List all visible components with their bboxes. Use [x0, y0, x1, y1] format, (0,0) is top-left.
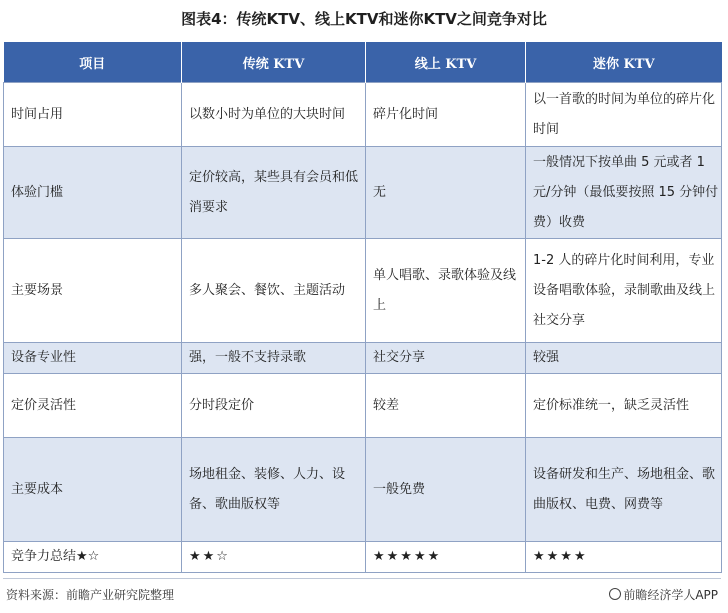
brand-credit: [609, 586, 718, 603]
row-traditional-stars: ★★☆: [182, 542, 366, 573]
row-item: 体验门槛: [4, 147, 182, 239]
column-header-mini: 迷你 KTV: [526, 42, 722, 83]
row-mini: 1-2 人的碎片化时间利用，专业设备唱歌体验，录制歌曲及线上社交分享: [526, 239, 722, 343]
page-title: 图表4：传统KTV、线上KTV和迷你KTV之间竞争对比: [181, 10, 547, 28]
column-header-online: 线上 KTV: [366, 42, 526, 83]
footer: [0, 583, 728, 607]
row-mini-stars: ★★★★: [526, 542, 722, 573]
row-traditional: 多人聚会、餐饮、主题活动: [182, 239, 366, 343]
row-online: 较差: [366, 374, 526, 438]
row-online: 一般免费: [366, 438, 526, 542]
table-row: [4, 147, 722, 239]
row-traditional: 强，一般不支持录歌: [182, 343, 366, 374]
row-online: 碎片化时间: [366, 83, 526, 147]
column-header-item: 项目: [4, 42, 182, 83]
row-item: 竞争力总结★☆: [4, 542, 182, 573]
table-row: [4, 343, 722, 374]
table-header-row: [4, 42, 722, 83]
row-item: 设备专业性: [4, 343, 182, 374]
brand-logo-icon: [609, 588, 621, 600]
row-traditional: 以数小时为单位的大块时间: [182, 83, 366, 147]
row-item: 时间占用: [4, 83, 182, 147]
row-mini: 设备研发和生产、场地租金、歌曲版权、电费、网费等: [526, 438, 722, 542]
row-online-stars: ★★★★★: [366, 542, 526, 573]
table-row: [4, 239, 722, 343]
row-mini: 一般情况下按单曲 5 元或者 1 元/分钟（最低要按照 15 分钟付费）收费: [526, 147, 722, 239]
row-traditional: 场地租金、装修、人力、设备、歌曲版权等: [182, 438, 366, 542]
row-item: 主要场景: [4, 239, 182, 343]
row-item: 定价灵活性: [4, 374, 182, 438]
row-online: 社交分享: [366, 343, 526, 374]
table-row: [4, 438, 722, 542]
row-online: 无: [366, 147, 526, 239]
footer-divider: [3, 578, 721, 579]
table-row: [4, 374, 722, 438]
row-mini: 以一首歌的时间为单位的碎片化时间: [526, 83, 722, 147]
row-online: 单人唱歌、录歌体验及线上: [366, 239, 526, 343]
brand-name: 前瞻经济学人APP: [623, 588, 718, 602]
row-mini: 较强: [526, 343, 722, 374]
column-header-traditional: 传统 KTV: [182, 42, 366, 83]
source-note: 资料来源：前瞻产业研究院整理: [6, 588, 175, 602]
comparison-table: [3, 42, 722, 573]
row-item: 主要成本: [4, 438, 182, 542]
row-traditional: 定价较高，某些具有会员和低消要求: [182, 147, 366, 239]
table-row: [4, 83, 722, 147]
table-row: [4, 542, 722, 573]
row-traditional: 分时段定价: [182, 374, 366, 438]
row-mini: 定价标准统一，缺乏灵活性: [526, 374, 722, 438]
